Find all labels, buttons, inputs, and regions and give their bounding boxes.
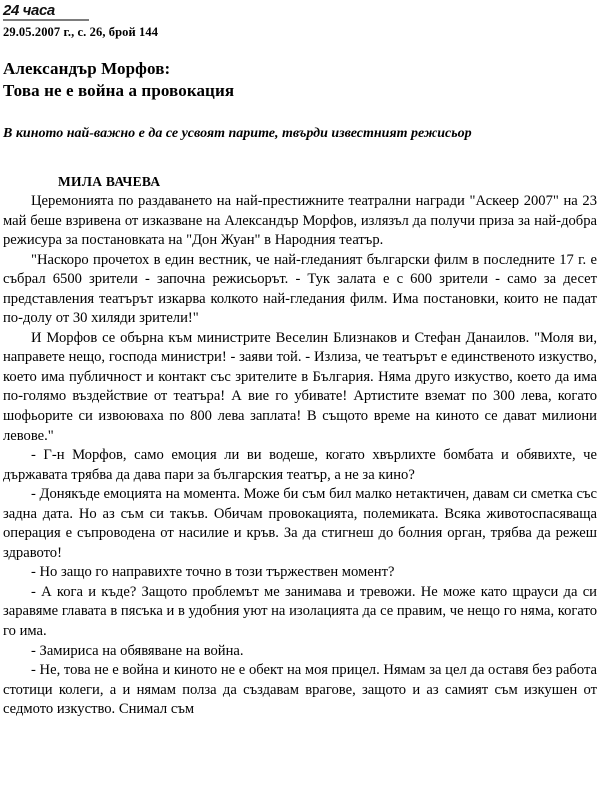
- publication-logo: [3, 3, 89, 23]
- article-paragraph: - Г-н Морфов, само емоция ли ви водеше, когато хвърлихте бомбата и обявихте, че държавата трябва да дава пари за българския театър, а не за кино?: [3, 447, 597, 483]
- article-byline: МИЛА ВАЧЕВА: [58, 174, 161, 189]
- issue-info-line: 29.05.2007 г., с. 26, брой 144: [3, 25, 159, 39]
- article-paragraph: - Замириса на обявяване на война.: [31, 642, 244, 659]
- article-paragraph: - Но защо го направихте точно в този тържествен момент?: [31, 564, 395, 581]
- headline-line-1: Александър Морфов:: [3, 59, 171, 78]
- headline-line-2: Това не е война а провокация: [3, 81, 235, 100]
- masthead: [3, 3, 598, 40]
- page-title: [3, 58, 598, 102]
- article-paragraph: - Не, това не е война и киното не е обект на моя прицел. Нямам за цел да оставя без работа стотици колеги, а и нямам полза да създавам врагове, защото и аз самият съм изкушен от седмото изкуство. Снимал съм: [3, 662, 597, 718]
- article-paragraph: - А кога и къде? Защото проблемът ме занимава и тревожи. Не може като щрауси да си заравяме главата в пясъка и в удобния уют на изолацията да се правим, че нещо го няма, когато го има.: [3, 583, 597, 640]
- article-paragraph: "Наскоро прочетох в един вестник, че най-гледаният български филм в последните 17 г. е събрал 6500 зрители - започна режисьорът. - Тук залата е с 600 зрители - само за десет представления театърът изкарва колкото най-гледания филм. Има постановки, които не падат по-долу от 30 хиляди зрители!": [3, 251, 597, 327]
- article-paragraph: И Морфов се обърна към министрите Веселин Близнаков и Стефан Данаилов. "Моля ви, направете нещо, господа министри! - заяви той. - Излиза, че театърът е единственото изкуство, което има публичност и контакт със зрителите в България. Няма друго изкуство, което да има по-голямо въздействие от театъра! А вие го убивате! Артистите вземат по 300 лева, когато шофьорите си извоюваха по 800 лева заплата! В същото време на киното се дават милиони левове.": [3, 329, 597, 444]
- article-deck: В киното най-важно е да се усвоят парите, твърди известният режисьор: [3, 126, 472, 141]
- article-paragraph: - Донякъде емоцията на момента. Може би съм бил малко нетактичен, давам си сметка със задна дата. Но аз съм си такъв. Обичам провокацията, полемиката. Всяка животоспасяваща операция е съпроводена от насилие и кръв. За да стигнеш до болния орган, трябва да режеш здравото!: [3, 486, 597, 561]
- article-paragraph: Церемонията по раздаването на най-престижните театрални награди "Аскеер 2007" на 23 май беше взривена от изказване на Александър Морфов, излязъл да получи приза за най-добра режисура за постановката на "Дон Жуан" в Народния театър.: [3, 193, 597, 249]
- logo-underline-rule: [3, 19, 89, 21]
- publication-logo-text: 24 часа: [3, 2, 55, 19]
- article-body: [3, 192, 598, 720]
